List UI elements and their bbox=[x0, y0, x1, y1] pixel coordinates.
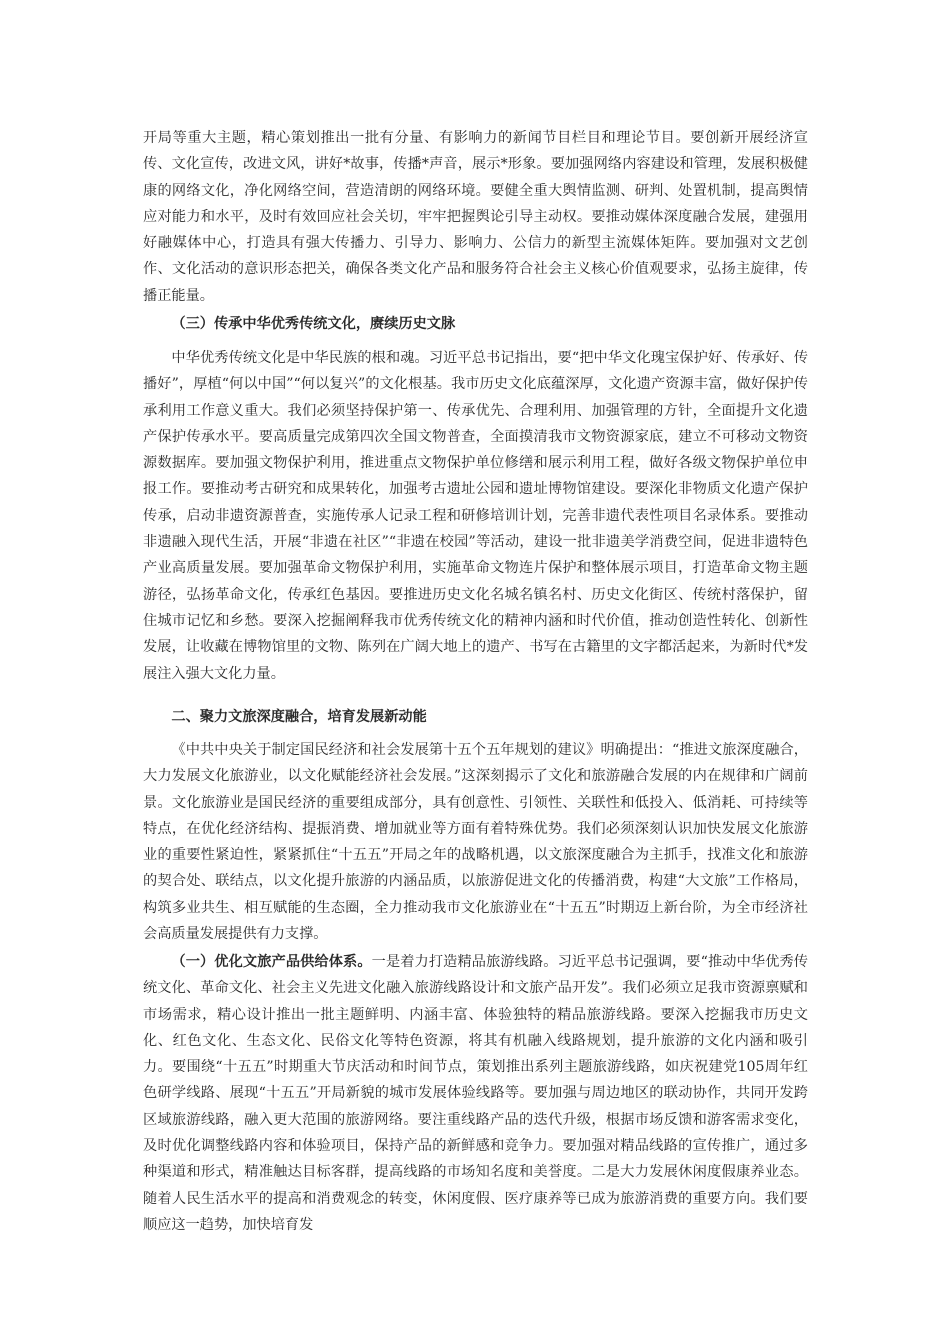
paragraph-cultural-heritage: 中华优秀传统文化是中华民族的根和魂。习近平总书记指出，要“把中华文化瑰宝保护好、传承好、传播好”，厚植“何以中国”“何以复兴”的文化根基。我市历史文化底蕴深厚，文化遗产资源丰富，做好保护传承利用工作意义重大。我们必须坚持保护第一、传承优先、合理利用、加强管理的方针，全面提升文化遗产保护传承水平。要高质量完成第四次全国文物普查，全面摸清我市文物资源家底，建立不可移动文物资源数据库。要加强文物保护利用，推进重点文物保护单位修缮和展示利用工程，做好各级文物保护单位申报工作。要推动考古研究和成果转化，加强考古遗址公园和遗址博物馆建设。要深化非物质文化遗产保护传承，启动非遗资源普查，实施传承人记录工程和研修培训计划，完善非遗代表性项目名录体系。要推动非遗融入现代生活，开展“非遗在社区”“非遗在校园”等活动，建设一批非遗美学消费空间，促进非遗特色产业高质量发展。要加强革命文物保护利用，实施革命文物连片保护和整体展示项目，打造革命文物主题游径，弘扬革命文化，传承红色基因。要推进历史文化名城名镇名村、历史文化街区、传统村落保护，留住城市记忆和乡愁。要深入挖掘阐释我市优秀传统文化的精神内涵和时代价值，推动创造性转化、创新性发展，让收藏在博物馆里的文物、陈列在广阔大地上的遗产、书写在古籍里的文字都活起来，为新时代*发展注入强大文化力量。 bbox=[143, 350, 808, 682]
paragraph-lead-heading: （一）优化文旅产品供给体系。 bbox=[171, 954, 372, 970]
paragraph-tourism-products bbox=[143, 949, 808, 1238]
paragraph-media-propaganda: 开局等重大主题，精心策划推出一批有分量、有影响力的新闻节目栏目和理论节目。要创新开展经济宣传、文化宣传，改进文风，讲好*故事，传播*声音，展示*形象。要加强网络内容建设和管理，发展积极健康的网络文化，净化网络空间，营造清朗的网络环境。要健全重大舆情监测、研判、处置机制，提高舆情应对能力和水平，及时有效回应社会关切，牢牢把握舆论引导主动权。要推动媒体深度融合发展，建强用好融媒体中心，打造具有强大传播力、引导力、影响力、公信力的新型主流媒体矩阵。要加强对文艺创作、文化活动的意识形态把关，确保各类文化产品和服务符合社会主义核心价值观要求，弘扬主旋律，传播正能量。 bbox=[143, 130, 808, 304]
paragraph-body-text: 一是着力打造精品旅游线路。习近平总书记强调，要“推动中华优秀传统文化、革命文化、社会主义先进文化融入旅游线路设计和文旅产品开发”。我们必须立足我市资源禀赋和市场需求，精心设计推出一批主题鲜明、内涵丰富、体验独特的精品旅游线路。要深入挖掘我市历史文化、红色文化、生态文化、民俗文化等特色资源，将其有机融入线路规划，提升旅游的文化内涵和吸引力。要围绕“十五五”时期重大节庆活动和时间节点，策划推出系列主题旅游线路，如庆祝建党105周年红色研学线路、展现“十五五”开局新貌的城市发展体验线路等。要加强与周边地区的联动协作，共同开发跨区域旅游线路，融入更大范围的旅游网络。要注重线路产品的迭代升级，根据市场反馈和游客需求变化，及时优化调整线路内容和体验项目，保持产品的新鲜感和竞争力。要加强对精品线路的宣传推广，通过多种渠道和形式，精准触达目标客群，提高线路的市场知名度和美誉度。二是大力发展休闲度假康养业态。随着人民生活水平的提高和消费观念的转变，休闲度假、医疗康养等已成为旅游消费的重要方向。我们要顺应这一趋势，加快培育发 bbox=[143, 954, 808, 1233]
heading-section-two: 二、聚力文旅深度融合，培育发展新动能 bbox=[171, 709, 427, 725]
heading-heritage-section: （三）传承中华优秀传统文化，赓续历史文脉 bbox=[171, 316, 456, 332]
paragraph-culture-tourism-integration: 《中共中央关于制定国民经济和社会发展第十五个五年规划的建议》明确提出：“推进文旅深度融合，大力发展文化旅游业，以文化赋能经济社会发展。”这深刻揭示了文化和旅游融合发展的内在规律和广阔前景。文化旅游业是国民经济的重要组成部分，具有创意性、引领性、关联性和低投入、低消耗、可持续等特点，在优化经济结构、提振消费、增加就业等方面有着特殊优势。我们必须深刻认识加快发展文化旅游业的重要性紧迫性，紧紧抓住“十五五”开局之年的战略机遇，以文旅深度融合为主抓手，找准文化和旅游的契合处、联结点，以文化提升旅游的内涵品质，以旅游促进文化的传播消费，构建“大文旅”工作格局，构筑多业共生、相互赋能的生态圈，全力推动我市文化旅游业在“十五五”时期迈上新台阶，为全市经济社会高质量发展提供有力支撑。 bbox=[143, 742, 808, 943]
